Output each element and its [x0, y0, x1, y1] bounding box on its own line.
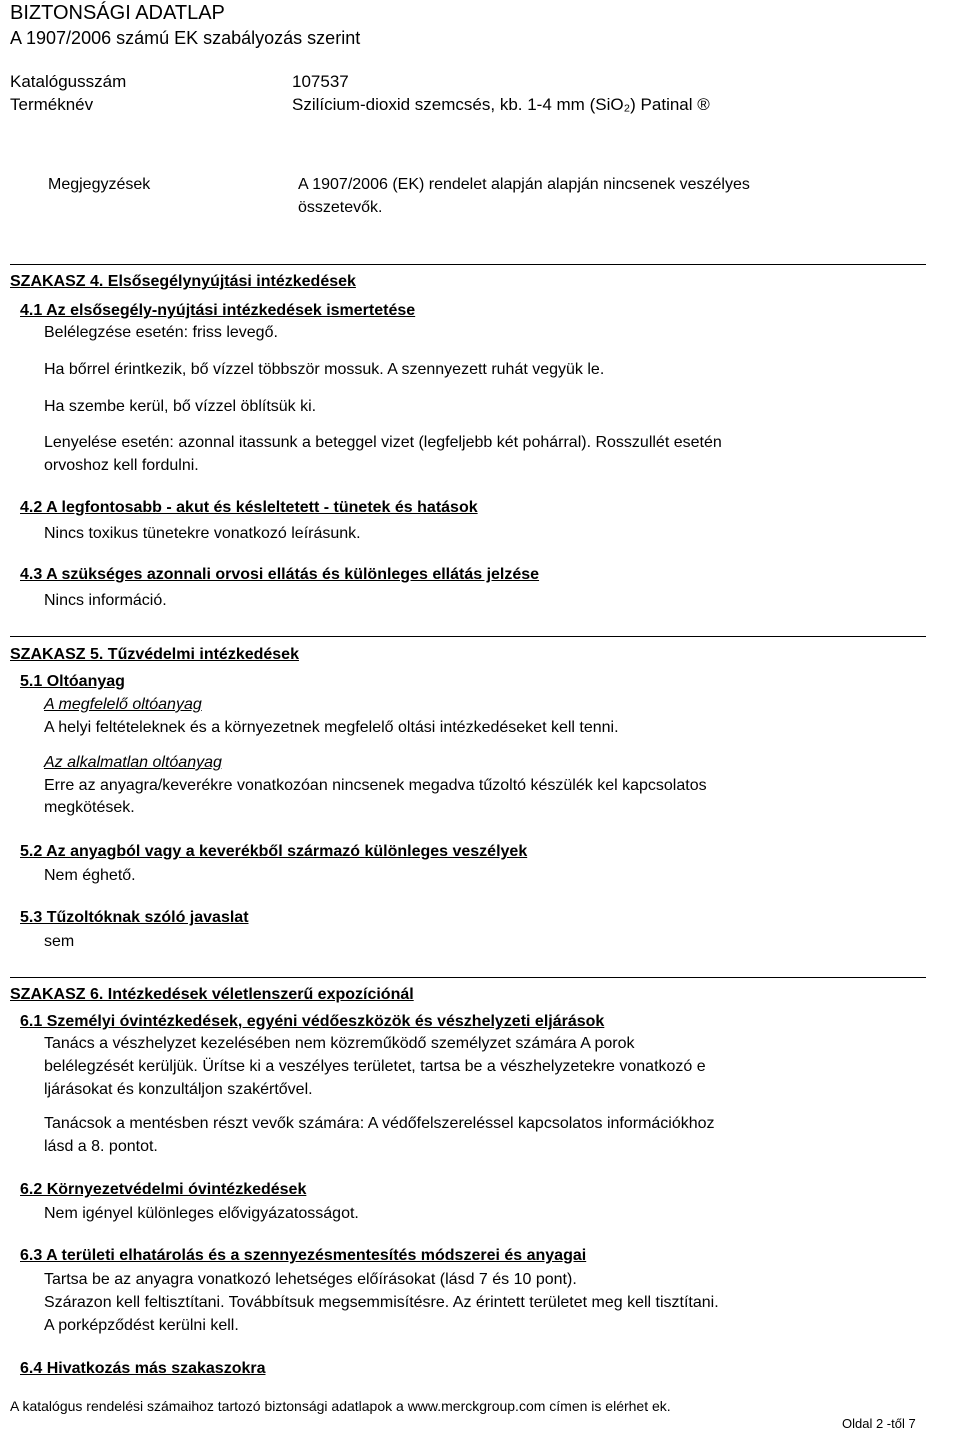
s5-3-text: sem	[44, 933, 75, 950]
section-4-divider	[10, 264, 926, 265]
notes-line-2: összetevők.	[298, 199, 383, 216]
s4-2-text: Nincs toxikus tünetekre vonatkozó leírásunk.	[44, 525, 361, 542]
s6-1-line-2: belélegzését kerüljük. Ürítse ki a veszélyes területet, tartsa be a vészhelyzetekre vonatkozó e	[44, 1058, 706, 1075]
heading-4-3: 4.3 A szükséges azonnali orvosi ellátás és különleges ellátás jelzése	[20, 566, 540, 583]
s4-ingestion-line-1: Lenyelése esetén: azonnal itassunk a beteggel vizet (legfeljebb két pohárral). Rosszullét esetén	[44, 434, 722, 451]
s6-1-rescuers-line-1: Tanácsok a mentésben részt vevők számára: A védőfelszereléssel kapcsolatos információkhoz	[44, 1115, 715, 1132]
section-5-title: SZAKASZ 5. Tűzvédelmi intézkedések	[10, 646, 299, 663]
heading-5-3: 5.3 Tűzoltóknak szóló javaslat	[20, 909, 249, 926]
s6-1-rescuers-line-2: lásd a 8. pontot.	[44, 1138, 158, 1155]
document-title: BIZTONSÁGI ADATLAP	[10, 2, 225, 24]
s5-suitable-text: A helyi feltételeknek és a környezetnek megfelelő oltási intézkedéseket kell tenni.	[44, 719, 619, 736]
section-6-title: SZAKASZ 6. Intézkedések véletlenszerű expozíciónál	[10, 986, 414, 1003]
s5-unsuitable-line-1: Erre az anyagra/keverékre vonatkozóan nincsenek megadva tűzoltó készülék kel kapcsolatos	[44, 777, 707, 794]
s4-skin-contact: Ha bőrrel érintkezik, bő vízzel többször mossuk. A szennyezett ruhát vegyük le.	[44, 361, 605, 378]
footer-note: A katalógus rendelési számaihoz tartozó biztonsági adatlapok a www.merckgroup.com címen is elérhet ek.	[10, 1398, 671, 1414]
section-4-title: SZAKASZ 4. Elsősegélynyújtási intézkedések	[10, 273, 356, 290]
s4-3-text: Nincs információ.	[44, 592, 167, 609]
notes-line-1: A 1907/2006 (EK) rendelet alapján alapján nincsenek veszélyes	[298, 176, 750, 193]
section-6-divider	[10, 977, 926, 978]
page-number: Oldal 2 -től 7	[842, 1416, 916, 1431]
heading-5-2: 5.2 Az anyagból vagy a keverékből származó különleges veszélyek	[20, 843, 528, 860]
catalog-label: Katalógusszám	[10, 72, 127, 91]
s5-unsuitable-subheading: Az alkalmatlan oltóanyag	[44, 754, 222, 771]
s4-ingestion-line-2: orvoshoz kell fordulni.	[44, 457, 199, 474]
heading-6-1: 6.1 Személyi óvintézkedések, egyéni védőeszközök és vészhelyzeti eljárások	[20, 1013, 605, 1030]
product-label: Terméknév	[10, 95, 94, 114]
s4-eye-contact: Ha szembe kerül, bő vízzel öblítsük ki.	[44, 398, 317, 415]
notes-label: Megjegyzések	[48, 176, 151, 193]
document-subtitle: A 1907/2006 számú EK szabályozás szerint	[10, 28, 361, 48]
s6-2-text: Nem igényel különleges elővigyázatosságot.	[44, 1205, 359, 1222]
heading-6-4: 6.4 Hivatkozás más szakaszokra	[20, 1360, 266, 1377]
section-5-divider	[10, 636, 926, 637]
s6-1-line-1: Tanács a vészhelyzet kezelésében nem közreműködő személyzet számára A porok	[44, 1035, 635, 1052]
heading-4-1: 4.1 Az elsősegély-nyújtási intézkedések ismertetése	[20, 302, 416, 319]
product-value: Szilícium-dioxid szemcsés, kb. 1-4 mm (SiO₂) Patinal ®	[292, 95, 710, 114]
heading-5-1: 5.1 Oltóanyag	[20, 673, 125, 690]
s6-3-line-2: Szárazon kell feltisztítani. Továbbítsuk megsemmisítésre. Az érintett területet meg kell tisztítani.	[44, 1294, 719, 1311]
s6-1-line-3: ljárásokat és konzultáljon szakértővel.	[44, 1081, 313, 1098]
heading-6-3: 6.3 A területi elhatárolás és a szennyezésmentesítés módszerei és anyagai	[20, 1247, 587, 1264]
s4-inhalation: Belélegzése esetén: friss levegő.	[44, 324, 278, 341]
s6-3-line-3: A porképződést kerülni kell.	[44, 1317, 239, 1334]
s6-3-line-1: Tartsa be az anyagra vonatkozó lehetséges előírásokat (lásd 7 és 10 pont).	[44, 1271, 577, 1288]
catalog-value: 107537	[292, 72, 349, 91]
heading-4-2: 4.2 A legfontosabb - akut és késleltetett - tünetek és hatások	[20, 499, 478, 516]
s5-suitable-subheading: A megfelelő oltóanyag	[44, 696, 202, 713]
s5-2-text: Nem éghető.	[44, 867, 136, 884]
heading-6-2: 6.2 Környezetvédelmi óvintézkedések	[20, 1181, 307, 1198]
s5-unsuitable-line-2: megkötések.	[44, 799, 135, 816]
